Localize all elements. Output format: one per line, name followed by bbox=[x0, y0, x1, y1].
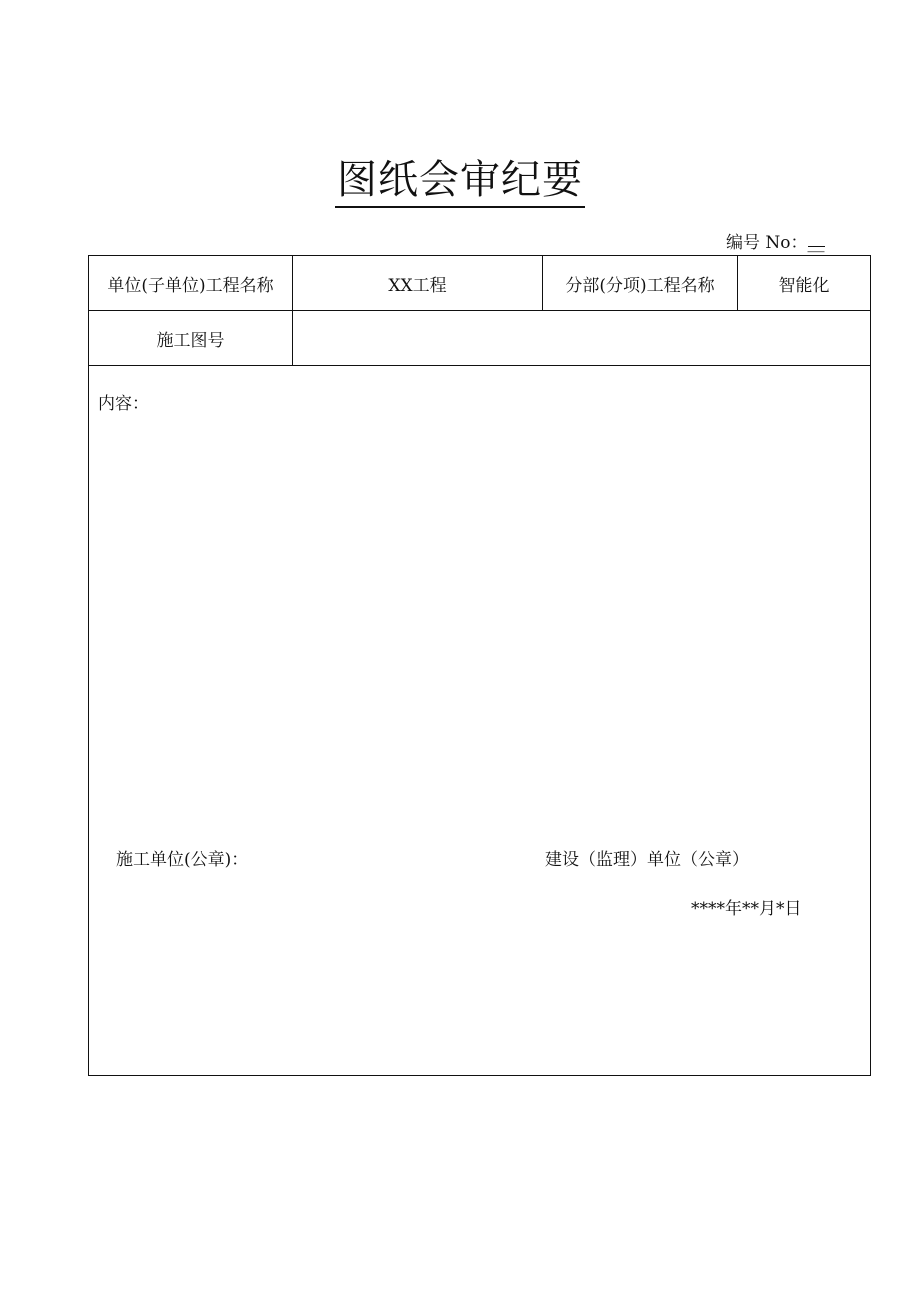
content-label: 内容： bbox=[98, 394, 149, 414]
drawing-number-row bbox=[89, 311, 870, 366]
document-number bbox=[726, 232, 825, 254]
document-number-label: 编号 No： bbox=[726, 233, 808, 253]
owner-supervisor-seal-label: 建设（监理）单位（公章） bbox=[545, 850, 749, 870]
drawing-number-label: 施工图号 bbox=[89, 311, 293, 365]
contractor-seal-label: 施工单位(公章)： bbox=[116, 850, 249, 870]
page-title bbox=[0, 154, 920, 208]
project-row bbox=[89, 256, 870, 311]
review-form bbox=[88, 255, 871, 1076]
drawing-number-value[interactable] bbox=[293, 311, 870, 365]
unit-project-name-value[interactable]: XX工程 bbox=[293, 256, 543, 310]
sub-project-name-value[interactable]: 智能化 bbox=[778, 275, 830, 296]
document-number-value[interactable]: __ bbox=[807, 233, 825, 253]
page-title-text: 图纸会审纪要 bbox=[335, 154, 585, 208]
sign-date: ****年**月*日 bbox=[691, 899, 802, 919]
unit-project-name-label: 单位(子单位)工程名称 bbox=[89, 256, 293, 310]
sub-project-name-label: 分部(分项)工程名称 bbox=[543, 256, 738, 310]
